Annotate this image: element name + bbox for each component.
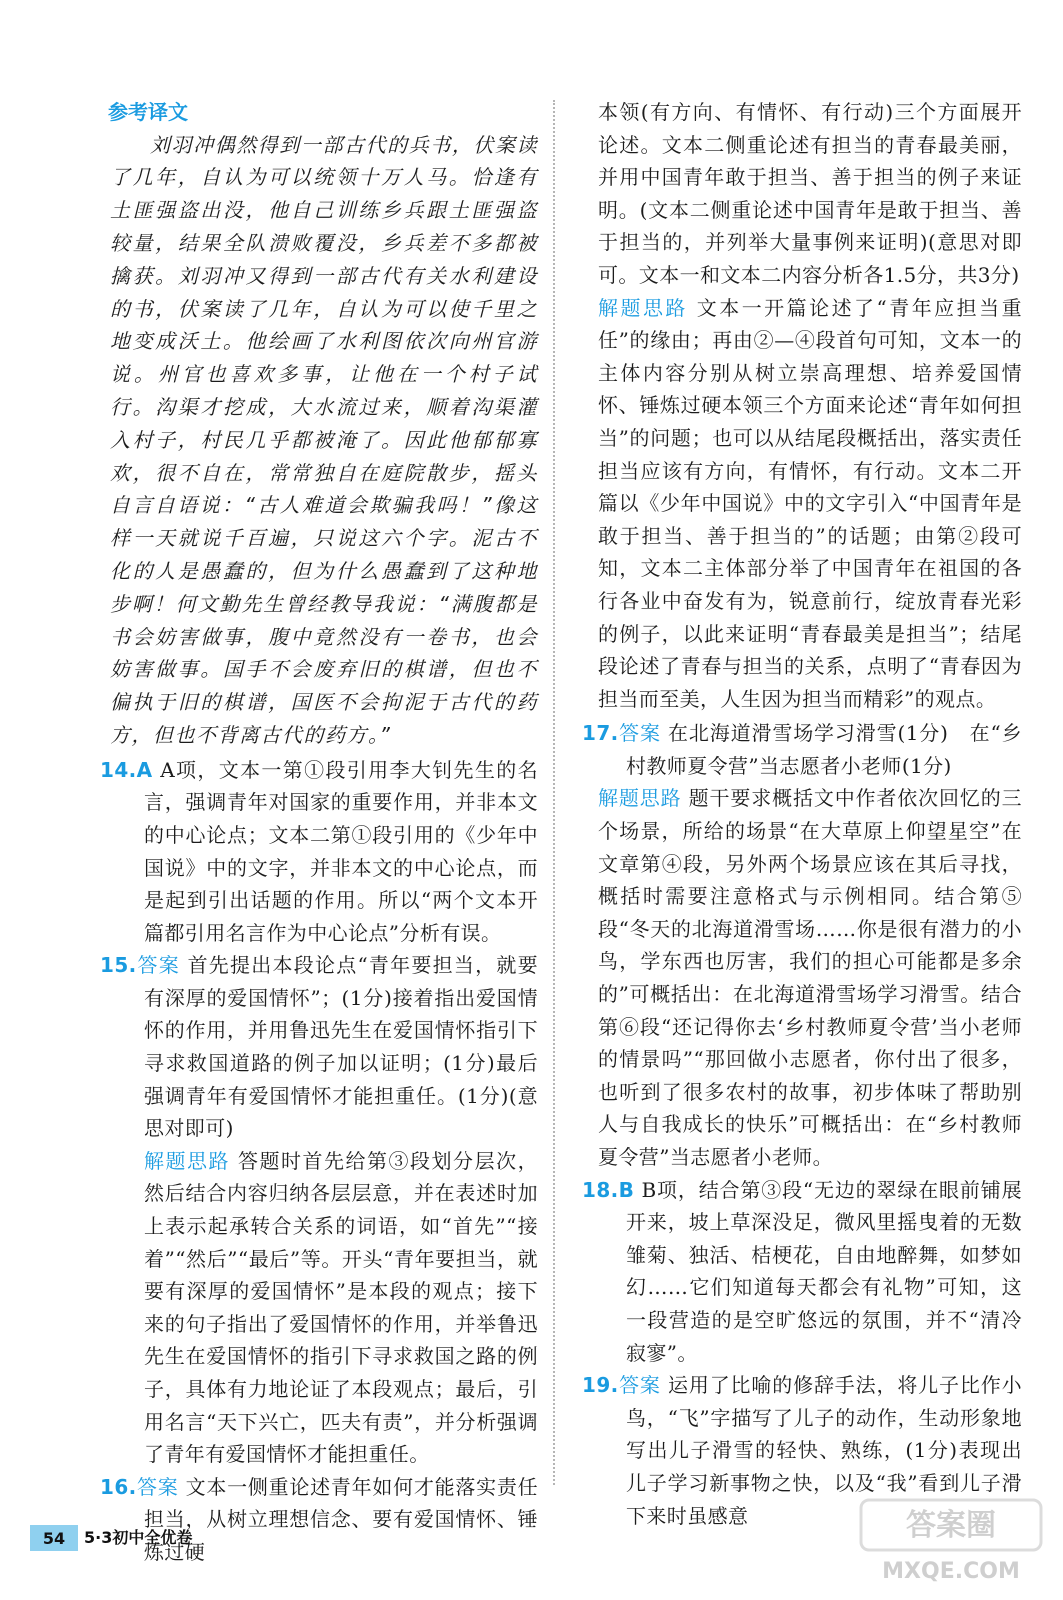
right-column — [582, 96, 1022, 1532]
question-number: 19. — [582, 1373, 619, 1398]
question-number: 14.A — [100, 757, 153, 782]
idea-tag: 解题思路 — [598, 786, 682, 811]
question-16-continued — [582, 96, 1022, 715]
page-number: 54 — [30, 1525, 78, 1551]
answer-text: 文本一侧重论述青年如何才能落实责任担当，从树立理想信念、要有爱国情怀、锤炼过硬 — [144, 1474, 538, 1564]
idea-tag: 解题思路 — [144, 1148, 231, 1173]
answer-text: 运用了比喻的修辞手法，将儿子比作小鸟，“飞”字描写了儿子的动作，生动形象地写出儿子滑雪的轻快、熟练，(1分)表现出儿子学习新事物之快，以及“我”看到儿子滑下来时虽感意 — [626, 1373, 1022, 1528]
left-column — [100, 96, 538, 1569]
translation-text: 刘羽冲偶然得到一部古代的兵书，伏案读了几年，自认为可以统领十万人马。恰逢有土匪强盗出没，他自己训练乡兵跟土匪强盗较量，结果全队溃败覆没，乡兵差不多都被擒获。刘羽冲又得到一部古代有关水利建设的书，伏案读了几年，自认为可以使千里之地变成沃土。他绘画了水利图依次向州官游说。州官也喜欢多事，让他在一个村子试行。沟渠才挖成，大水流过来，顺着沟渠灌入村子，村民几乎都被淹了。因此他郁郁寡欢，很不自在，常常独自在庭院散步，摇头自言自语说：“古人难道会欺骗我吗！”像这样一天就说千百遍，只说这六个字。泥古不化的人是愚蠢的，但为什么愚蠢到了这种地步啊！何文勤先生曾经教导我说：“满腹都是书会妨害做事，腹中竟然没有一卷书，也会妨害做事。国手不会废弃旧的棋谱，但也不偏执于旧的棋谱，国医不会拘泥于古代的药方，但也不背离古代的药方。” — [110, 132, 538, 747]
question-18 — [582, 1174, 1022, 1370]
series-title: 5·3初中全优卷 — [84, 1528, 193, 1547]
question-15 — [100, 949, 538, 1471]
question-number: 15. — [100, 953, 137, 978]
idea-tag: 解题思路 — [598, 295, 688, 320]
idea-text: 文本一开篇论述了“青年应担当重任”的缘由；再由②—④段首句可知，文本一的主体内容分别从树立崇高理想、培养爱国情怀、锤炼过硬本领三个方面来论述“青年如何担当”的问题；也可以从结尾段概括出，落实责任担当应该有方向，有情怀，有行动。文本二开篇以《少年中国说》中的文字引入“中国青年是敢于担当、善于担当的”的话题；由第②段可知，文本二主体部分举了中国青年在祖国的各行各业中奋发有为，锐意前行，绽放青春光彩的例子，以此来证明“青春最美是担当”；结尾段论述了青春与担当的关系，点明了“青春因为担当而至美，人生因为担当而精彩”的观点。 — [598, 295, 1022, 711]
watermark-logo — [851, 1490, 1051, 1590]
answer-text: 首先提出本段论点“青年要担当，就要有深厚的爱国情怀”；(1分)接着指出爱国情怀的作用，并用鲁迅先生在爱国情怀指引下寻求救国道路的例子加以证明；(1分)最后强调青年有爱国情怀才能担重任。(1分)(意思对即可) — [144, 953, 538, 1141]
question-text: B项，结合第③段“无边的翠绿在眼前铺展开来，坡上草深没足，微风里摇曳着的无数雏菊、独活、桔梗花，自由地醉舞，如梦如幻……它们知道每天都会有礼物”可知，这一段营造的是空旷悠远的氛围，并不“清冷寂寥”。 — [626, 1177, 1022, 1365]
column-divider — [553, 100, 555, 1485]
translation-title: 参考译文 — [108, 100, 188, 124]
idea-text: 题干要求概括文中作者依次回忆的三个场景，所给的场景“在大草原上仰望星空”在文章第④段，另外两个场景应该在其后寻找，概括时需要注意格式与示例相同。结合第⑤段“冬天的北海道滑雪场……你是很有潜力的小鸟，学东西也厉害，我们的担心可能都是多余的”可概括出：在北海道滑雪场学习滑雪。结合第⑥段“还记得你去‘乡村教师夏令营’当小老师的情景吗”“那回做小志愿者，你付出了很多，也听到了很多农村的故事，初步体味了帮助别人与自我成长的快乐”可概括出：在“乡村教师夏令营”当志愿者小老师。 — [598, 786, 1022, 1169]
watermark-url: MXQE.COM — [882, 1559, 1020, 1584]
watermark-text: 答案圈 — [906, 1508, 996, 1543]
answer-tag: 答案 — [618, 721, 661, 746]
question-number: 18.B — [582, 1177, 635, 1202]
idea-text: 答题时首先给第③段划分层次，然后结合内容归纳各层层意，并在表述时加上表示起承转合关系的词语，如“首先”“接着”“然后”“最后”等。开头“青年要担当，就要有深厚的爱国情怀”是本段的观点；接下来的句子指出了爱国情怀的作用，并举鲁迅先生在爱国情怀的指引下寻求救国之路的例子，具体有力地论证了本段观点；最后，引用名言“天下兴亡，匹夫有责”，并分析强调了青年有爱国情怀才能担重任。 — [144, 1148, 538, 1467]
answer-text-continued: 本领(有方向、有情怀、有行动)三个方面展开论述。文本二侧重论述有担当的青春最美丽，并用中国青年敢于担当、善于担当的例子来证明。(文本二侧重论述中国青年是敢于担当、善于担当的，并列举大量事例来证明)(意思对即可。文本一和文本二内容分析各1.5分，共3分) — [598, 100, 1022, 287]
question-14 — [100, 754, 538, 950]
answer-tag: 答案 — [618, 1373, 661, 1398]
question-number: 16. — [100, 1474, 137, 1499]
question-text: A项，文本一第①段引用李大钊先生的名言，强调青年对国家的重要作用，并非本文的中心论点；文本二第①段引用的《少年中国说》中的文字，并非本文的中心论点，而是起到引出话题的作用。所以“两个文本开篇都引用名言作为中心论点”分析有误。 — [144, 757, 538, 945]
answer-text: 在北海道滑雪场学习滑雪(1分) 在“乡村教师夏令营”当志愿者小老师(1分) — [626, 721, 1022, 778]
answer-tag: 答案 — [136, 953, 180, 978]
answer-tag: 答案 — [136, 1474, 179, 1499]
question-17 — [582, 717, 1022, 1173]
question-number: 17. — [582, 721, 619, 746]
